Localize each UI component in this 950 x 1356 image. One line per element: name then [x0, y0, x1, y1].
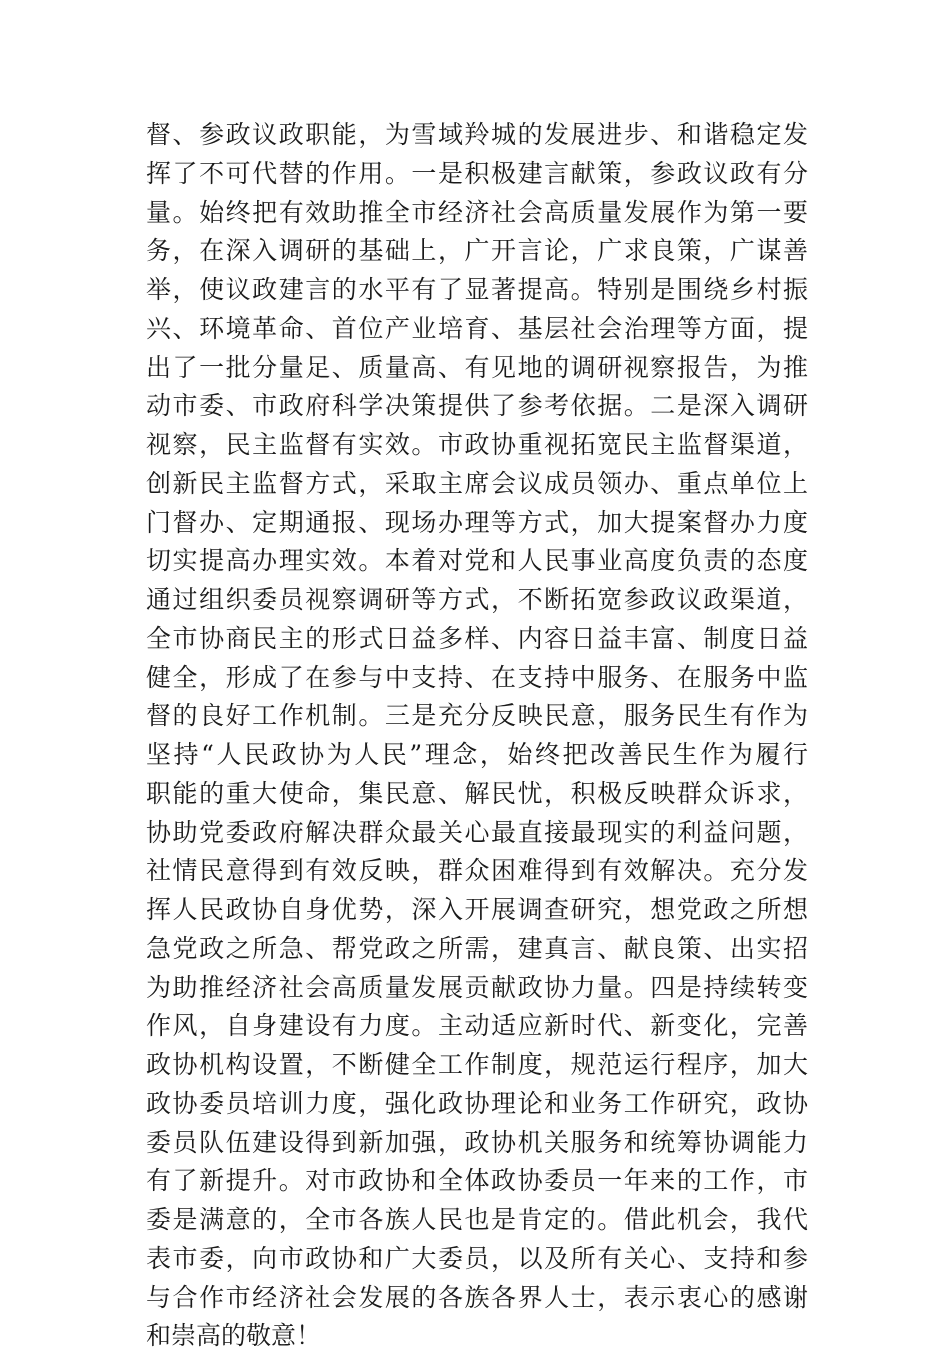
text-line: 协助党委政府解决群众最关心最直接最现实的利益问题，	[146, 817, 808, 847]
text-line: 兴、环境革命、首位产业培育、基层社会治理等方面，提	[146, 313, 808, 343]
text-line: 与合作市经济社会发展的各族各界人士，表示衷心的感谢	[146, 1282, 808, 1312]
text-line: 督的良好工作机制。三是充分反映民意，服务民生有作为	[146, 701, 808, 731]
text-line: 门督办、定期通报、现场办理等方式，加大提案督办力度	[146, 507, 808, 537]
text-line: 和崇高的敬意！	[146, 1321, 322, 1351]
text-line: 量。始终把有效助推全市经济社会高质量发展作为第一要	[146, 197, 808, 227]
text-line: 挥人民政协自身优势，深入开展调查研究，想党政之所想	[146, 895, 808, 924]
text-line: 全市协商民主的形式日益多样、内容日益丰富、制度日益	[146, 623, 808, 653]
text-line: 表市委，向市政协和广大委员，以及所有关心、支持和参	[146, 1243, 808, 1273]
text-line: 健全，形成了在参与中支持、在支持中服务、在服务中监	[146, 662, 808, 692]
text-line: 切实提高办理实效。本着对党和人民事业高度负责的态度	[146, 546, 808, 576]
text-line: 政协委员培训力度，强化政协理论和业务工作研究，政协	[146, 1088, 808, 1118]
text-line: 举，使议政建言的水平有了显著提高。特别是围绕乡村振	[146, 275, 808, 304]
text-line: 坚持“人民政协为人民”理念，始终把改善民生作为履行	[146, 740, 808, 769]
body-paragraph	[146, 116, 808, 1356]
text-line: 务，在深入调研的基础上，广开言论，广求良策，广谋善	[146, 236, 808, 266]
text-line: 出了一批分量足、质量高、有见地的调研视察报告，为推	[146, 352, 808, 382]
text-line: 职能的重大使命，集民意、解民忧，积极反映群众诉求，	[146, 778, 808, 808]
text-line: 挥了不可代替的作用。一是积极建言献策，参政议政有分	[146, 158, 808, 188]
text-line: 创新民主监督方式，采取主席会议成员领办、重点单位上	[146, 468, 808, 498]
text-line: 视察，民主监督有实效。市政协重视拓宽民主监督渠道，	[146, 430, 808, 459]
text-line: 动市委、市政府科学决策提供了参考依据。二是深入调研	[146, 391, 808, 421]
text-line: 为助推经济社会高质量发展贡献政协力量。四是持续转变	[146, 972, 808, 1002]
text-line: 作风，自身建设有力度。主动适应新时代、新变化，完善	[146, 1011, 808, 1041]
text-line: 急党政之所急、帮党政之所需，建真言、献良策、出实招	[146, 933, 808, 963]
text-line: 有了新提升。对市政协和全体政协委员一年来的工作，市	[146, 1166, 808, 1196]
text-line: 政协机构设置，不断健全工作制度，规范运行程序，加大	[146, 1050, 808, 1079]
text-line: 委是满意的，全市各族人民也是肯定的。借此机会，我代	[146, 1205, 808, 1234]
text-line: 通过组织委员视察调研等方式，不断拓宽参政议政渠道，	[146, 585, 808, 614]
text-line: 督、参政议政职能，为雪域羚城的发展进步、和谐稳定发	[146, 120, 808, 149]
text-line: 委员队伍建设得到新加强，政协机关服务和统筹协调能力	[146, 1127, 808, 1157]
text-line: 社情民意得到有效反映，群众困难得到有效解决。充分发	[146, 856, 808, 886]
